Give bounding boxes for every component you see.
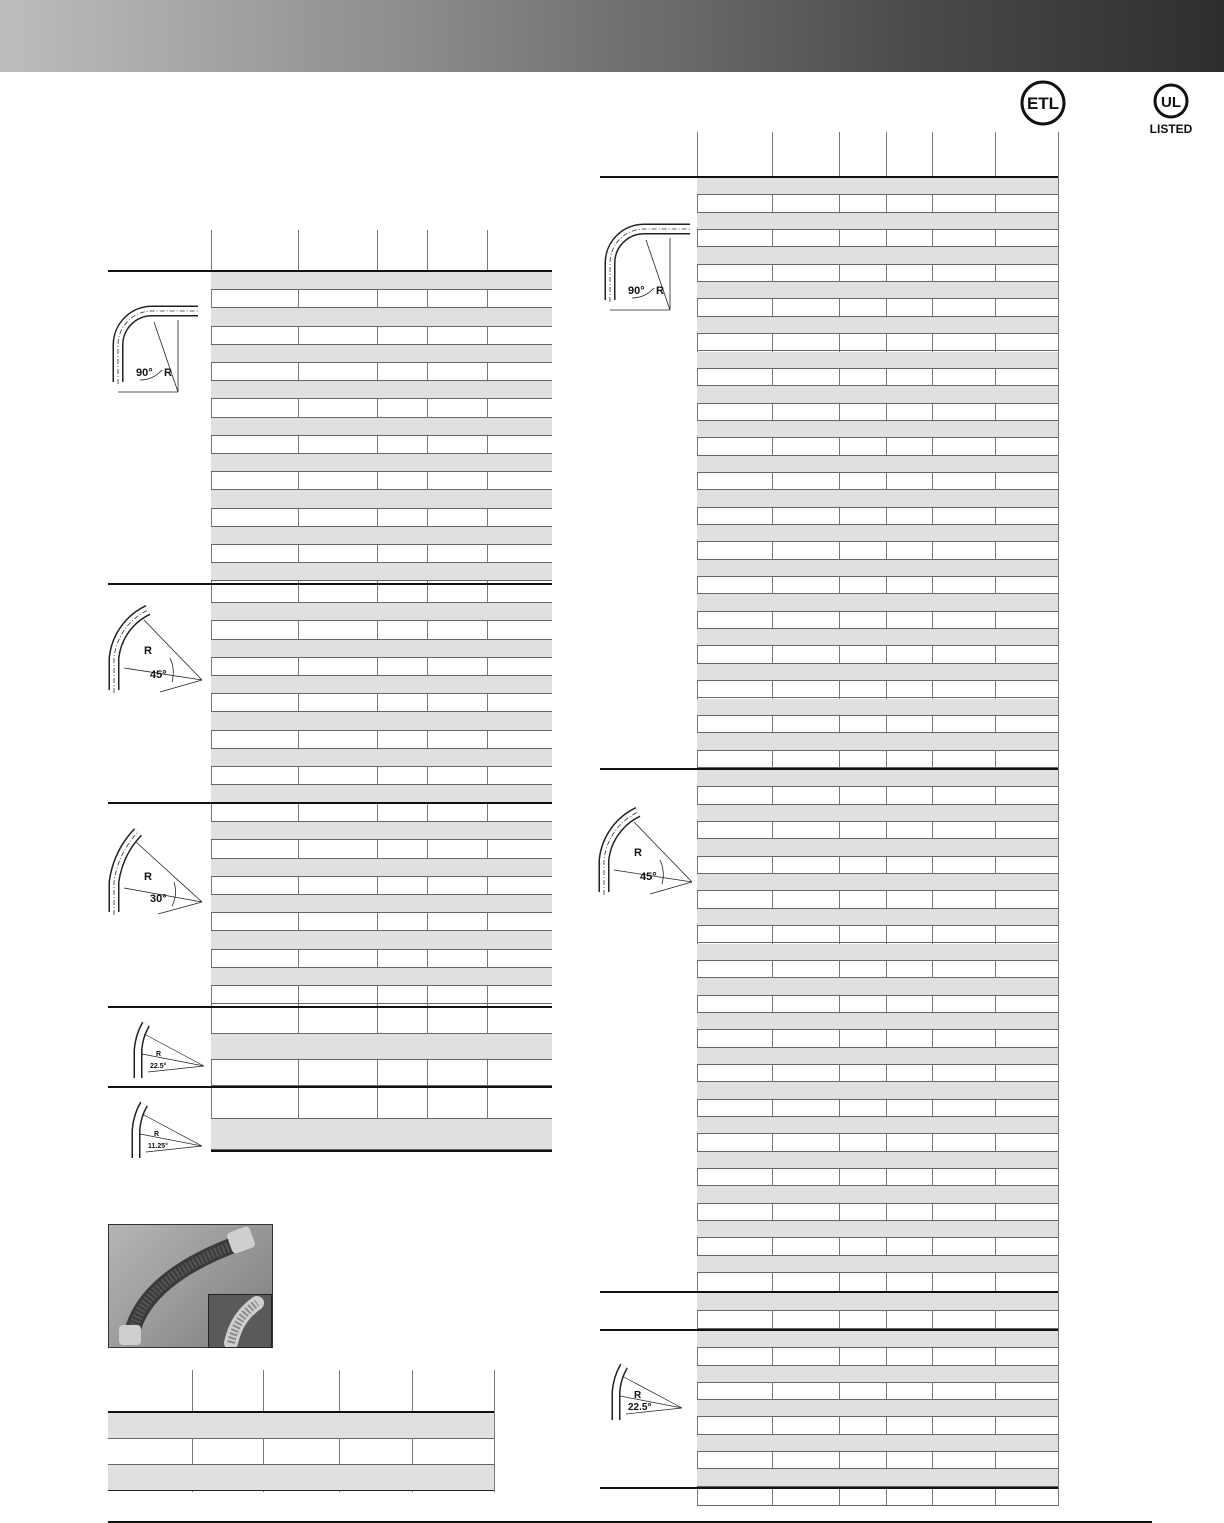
left-row-45 [211, 731, 552, 749]
small-col-divider [494, 1370, 495, 1492]
left-row-45 [211, 658, 552, 676]
right-row-45 [697, 1048, 1058, 1065]
left-row-30 [211, 950, 552, 968]
left-90-bend-diagram-radius-label: R [164, 367, 172, 379]
right-row-45 [697, 926, 1058, 943]
right-row-90 [697, 716, 1058, 733]
right-row-90 [697, 560, 1058, 577]
right-row-22 [697, 1452, 1058, 1469]
left-row-90 [211, 472, 552, 490]
left-row-90 [211, 545, 552, 563]
left-row-45 [211, 640, 552, 658]
right-row-90 [697, 265, 1058, 282]
left-11-bend-diagram-angle-label: 11.25° [148, 1143, 168, 1150]
right-row-90 [697, 629, 1058, 646]
right-22-bend-diagram-radius-label: R [634, 1390, 642, 1401]
left-row-90 [211, 308, 552, 326]
left-row-90 [211, 290, 552, 308]
right-row-45 [697, 978, 1058, 995]
right-row-90 [697, 178, 1058, 195]
left-30-bend-diagram [102, 820, 212, 920]
left-row-90 [211, 345, 552, 363]
left-row-45 [211, 767, 552, 785]
left-row-30 [211, 822, 552, 840]
right-row-90 [697, 733, 1058, 750]
left-row-22 [211, 1060, 552, 1086]
left-row-90 [211, 436, 552, 454]
right-row-last [697, 1489, 1058, 1506]
right-row-45 [697, 1013, 1058, 1030]
left-row-90 [211, 327, 552, 345]
left-row-90 [211, 272, 552, 290]
right-row-90 [697, 699, 1058, 716]
right-row-45 [697, 857, 1058, 874]
right-row-45 [697, 944, 1058, 961]
right-row-30 [697, 1311, 1058, 1329]
right-row-90 [697, 438, 1058, 455]
right-row-22 [697, 1418, 1058, 1435]
right-row-90 [697, 577, 1058, 594]
right-row-90 [697, 612, 1058, 629]
left-22-bend-diagram [126, 1020, 216, 1080]
left-row-90 [211, 527, 552, 545]
right-row-45 [697, 1186, 1058, 1203]
left-row-90 [211, 381, 552, 399]
right-row-90 [697, 404, 1058, 421]
left-row-90 [211, 363, 552, 381]
right-90-bend-diagram-radius-label: R [656, 285, 664, 297]
right-row-90 [697, 195, 1058, 212]
right-row-22 [697, 1400, 1058, 1417]
left-row-45 [211, 603, 552, 621]
right-row-45 [697, 1204, 1058, 1221]
right-row-90 [697, 230, 1058, 247]
ul-logo-icon [1148, 82, 1194, 136]
left-row-30 [211, 913, 552, 931]
right-row-90 [697, 490, 1058, 507]
left-row-11 [211, 1088, 552, 1119]
right-col-divider [1058, 132, 1059, 1506]
left-row-90 [211, 399, 552, 417]
left-row-30 [211, 895, 552, 913]
left-bottom-rule [211, 1150, 552, 1152]
right-row-22 [697, 1366, 1058, 1383]
right-row-45 [697, 1152, 1058, 1169]
right-row-90 [697, 456, 1058, 473]
left-row-45 [211, 749, 552, 767]
right-row-22 [697, 1435, 1058, 1452]
right-row-90 [697, 299, 1058, 316]
right-45-bend-diagram [592, 800, 702, 900]
left-row-45 [211, 585, 552, 603]
right-row-45 [697, 1221, 1058, 1238]
right-row-90 [697, 646, 1058, 663]
etl-logo-icon [1020, 80, 1066, 126]
right-row-22 [697, 1331, 1058, 1348]
right-row-90 [697, 525, 1058, 542]
left-30-bend-diagram-angle-label: 30° [150, 893, 167, 905]
left-22-bend-diagram-angle-label: 22.5° [150, 1063, 167, 1070]
right-row-45 [697, 770, 1058, 787]
left-90-bend-diagram-angle-label: 90° [136, 367, 153, 379]
right-22-bend-diagram [604, 1362, 694, 1422]
right-row-90 [697, 213, 1058, 230]
left-row-30 [211, 986, 552, 1004]
right-row-45 [697, 996, 1058, 1013]
right-row-90 [697, 386, 1058, 403]
right-row-45 [697, 1082, 1058, 1099]
right-row-90 [697, 421, 1058, 438]
left-row-90 [211, 418, 552, 436]
left-row-30 [211, 931, 552, 949]
small-row [108, 1439, 494, 1465]
ul-listed-label: LISTED [1149, 122, 1193, 136]
right-row-45 [697, 1065, 1058, 1082]
right-row-45 [697, 1238, 1058, 1255]
left-row-22 [211, 1008, 552, 1034]
right-row-22 [697, 1383, 1058, 1400]
right-row-90 [697, 594, 1058, 611]
right-row-30 [697, 1293, 1058, 1311]
right-22-bend-diagram-angle-label: 22.5° [628, 1402, 652, 1413]
right-row-45 [697, 839, 1058, 856]
right-row-90 [697, 282, 1058, 299]
left-row-30 [211, 840, 552, 858]
left-11-bend-diagram-radius-label: R [154, 1131, 160, 1138]
left-row-45 [211, 712, 552, 730]
svg-text:UL: UL [1161, 94, 1181, 111]
left-row-90 [211, 490, 552, 508]
left-45-bend-diagram [102, 598, 212, 698]
left-row-90 [211, 563, 552, 581]
left-45-bend-diagram-radius-label: R [144, 645, 152, 657]
photo-inset-detail [208, 1294, 272, 1348]
left-row-45 [211, 785, 552, 803]
right-row-90 [697, 317, 1058, 334]
right-row-90 [697, 508, 1058, 525]
right-row-90 [697, 751, 1058, 768]
right-90-bend-diagram [598, 218, 698, 318]
small-row [108, 1413, 494, 1439]
left-30-bend-diagram-radius-label: R [144, 871, 152, 883]
left-row-30 [211, 859, 552, 877]
right-row-45 [697, 961, 1058, 978]
right-row-45 [697, 1134, 1058, 1151]
right-row-45 [697, 805, 1058, 822]
right-row-45 [697, 874, 1058, 891]
svg-text:ETL: ETL [1026, 94, 1060, 113]
right-row-90 [697, 681, 1058, 698]
left-row-30 [211, 877, 552, 895]
right-row-90 [697, 334, 1058, 351]
right-row-45 [697, 891, 1058, 908]
left-row-90 [211, 454, 552, 472]
left-row-30 [211, 968, 552, 986]
right-row-45 [697, 909, 1058, 926]
right-45-bend-diagram-radius-label: R [634, 847, 642, 859]
right-row-22 [697, 1348, 1058, 1365]
right-row-45 [697, 787, 1058, 804]
left-11-bend-diagram [124, 1100, 214, 1160]
left-row-45 [211, 676, 552, 694]
right-row-45 [697, 1117, 1058, 1134]
right-row-45 [697, 1030, 1058, 1047]
right-90-bend-diagram-angle-label: 90° [628, 285, 645, 297]
left-row-45 [211, 621, 552, 639]
right-row-45 [697, 1256, 1058, 1273]
left-row-11 [211, 1119, 552, 1150]
left-row-90 [211, 509, 552, 527]
left-22-bend-diagram-radius-label: R [156, 1051, 162, 1058]
right-row-45 [697, 1100, 1058, 1117]
right-row-90 [697, 352, 1058, 369]
right-45-bend-diagram-angle-label: 45° [640, 871, 657, 883]
right-row-90 [697, 542, 1058, 559]
right-row-90 [697, 473, 1058, 490]
left-row-30 [211, 804, 552, 822]
left-45-bend-diagram-angle-label: 45° [150, 669, 167, 681]
right-row-45 [697, 1169, 1058, 1186]
right-row-22 [697, 1469, 1058, 1486]
left-90-bend-diagram [106, 300, 206, 400]
header-banner [0, 0, 1224, 72]
left-row-22 [211, 1034, 552, 1060]
right-row-90 [697, 369, 1058, 386]
right-row-45 [697, 822, 1058, 839]
right-row-90 [697, 664, 1058, 681]
right-row-90 [697, 247, 1058, 264]
left-row-45 [211, 694, 552, 712]
small-row [108, 1465, 494, 1491]
